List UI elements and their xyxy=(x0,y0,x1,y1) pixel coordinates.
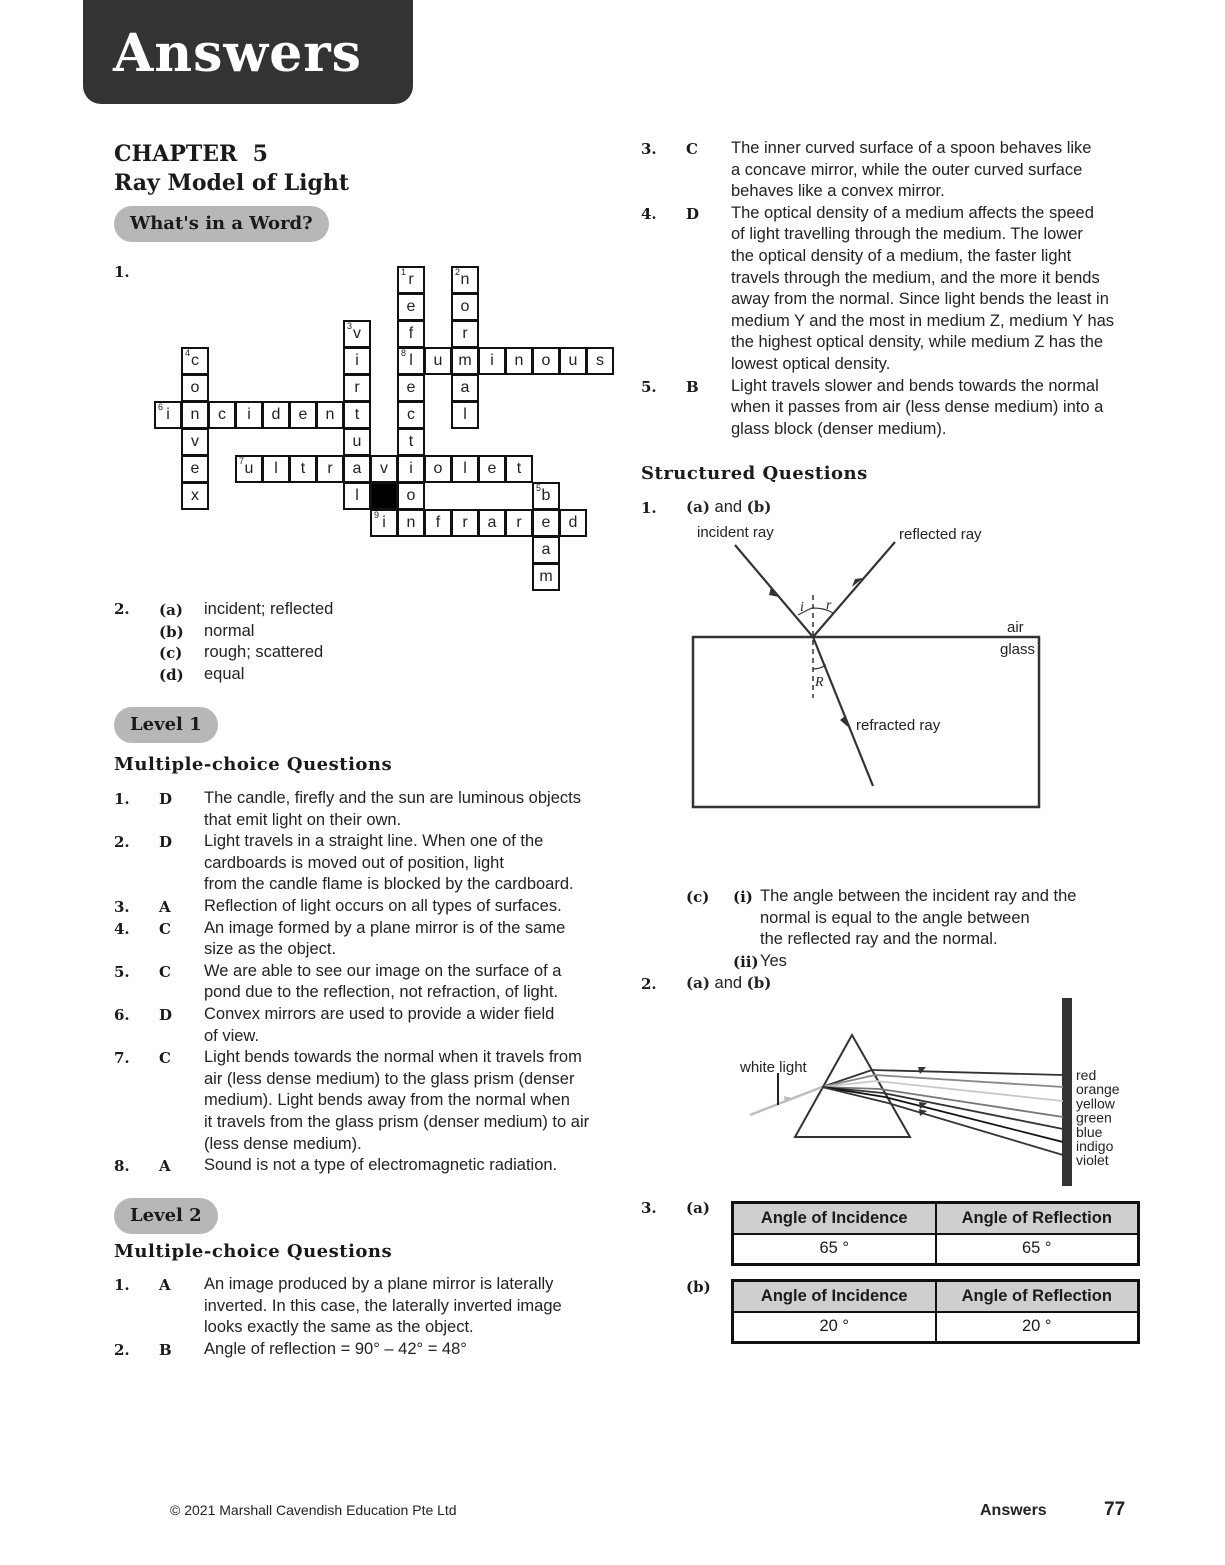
clue-number: 8 xyxy=(401,348,407,358)
crossword-cell xyxy=(235,455,263,483)
answer-text: incident; reflected xyxy=(204,600,334,618)
crossword-cell xyxy=(586,347,614,375)
question-number: 1. xyxy=(641,499,657,517)
cell-letter: d xyxy=(568,514,578,531)
explanation-line: Convex mirrors are used to provide a wider field xyxy=(204,1005,555,1023)
explanation-line: inverted. In this case, the laterally inverted image xyxy=(204,1296,562,1315)
answer-text: Yes xyxy=(760,952,787,970)
label-reflected-ray: reflected ray xyxy=(899,526,982,543)
cell-letter: e xyxy=(406,379,416,396)
explanation-line: it travels from the glass prism (denser medium) to air xyxy=(204,1113,590,1131)
question-number: 1. xyxy=(114,263,130,281)
cell-letter: e xyxy=(487,460,497,477)
crossword-cell xyxy=(154,401,182,429)
cell-letter: i xyxy=(166,406,170,423)
cell-letter: a xyxy=(460,379,470,396)
explanation-line: lowest optical density. xyxy=(731,355,891,373)
crossword-cell xyxy=(397,374,425,402)
explanation-line: the optical density of a medium, the faster light xyxy=(731,247,1072,265)
crossword-cell xyxy=(478,509,506,537)
question-number: 5. xyxy=(641,377,657,396)
section-pill-level-1: Level 1 xyxy=(114,707,218,743)
subheading-mcq-level-1: Multiple-choice Questions xyxy=(114,754,393,775)
crossword-cell xyxy=(532,482,560,510)
label-refracted-ray: refracted ray xyxy=(856,717,941,734)
answer-letter: B xyxy=(159,1340,172,1359)
cell-letter: n xyxy=(514,352,524,369)
subpart-label: (ii) xyxy=(733,953,759,971)
crossword-cell xyxy=(451,401,479,429)
crossword-cell xyxy=(397,428,425,456)
crossword-cell xyxy=(424,455,452,483)
crossword-cell xyxy=(208,401,236,429)
answer-letter: D xyxy=(159,833,173,852)
cell-letter: r xyxy=(408,271,414,288)
spectrum-label-indigo: indigo xyxy=(1076,1138,1114,1154)
cell-letter: e xyxy=(541,514,551,531)
answer-line: the reflected ray and the normal. xyxy=(760,930,998,948)
cell-letter: f xyxy=(408,325,414,342)
crossword-cell xyxy=(532,347,560,375)
crossword-cell xyxy=(451,347,479,375)
part-label: (b) xyxy=(686,1278,711,1296)
answer-letter: A xyxy=(159,1157,171,1176)
cell-letter: r xyxy=(516,514,522,531)
answer-text: rough; scattered xyxy=(204,643,324,662)
part-label: (a) xyxy=(686,1199,710,1217)
explanation-line: from the candle flame is blocked by the cardboard. xyxy=(204,875,574,894)
part-label: (c) xyxy=(159,644,183,663)
clue-number: 2 xyxy=(455,267,461,277)
cell-letter: n xyxy=(406,514,416,531)
label-incident-ray: incident ray xyxy=(697,524,774,541)
crossword-cell xyxy=(262,455,290,483)
question-number: 2. xyxy=(641,975,657,993)
crossword-cell xyxy=(397,482,425,510)
cell-letter: i xyxy=(247,406,251,423)
cell-letter: a xyxy=(487,514,497,531)
question-number: 2. xyxy=(114,1340,130,1359)
explanation-line: looks exactly the same as the object. xyxy=(204,1318,474,1337)
label-angle-r: r xyxy=(826,598,832,613)
answer-letter: D xyxy=(159,790,173,808)
angle-table-b xyxy=(731,1279,1140,1344)
explanation-line: pond due to the reflection, not refraction, of light. xyxy=(204,983,559,1002)
cell-letter: i xyxy=(355,352,359,369)
label-white-light: white light xyxy=(740,1059,807,1076)
crossword-cell xyxy=(397,401,425,429)
explanation-line: An image formed by a plane mirror is of the same xyxy=(204,918,566,937)
question-number: 4. xyxy=(641,204,657,223)
crossword-cell xyxy=(343,401,371,429)
spectrum-label-orange: orange xyxy=(1076,1081,1120,1098)
crossword-cell xyxy=(289,401,317,429)
cell-letter: v xyxy=(191,433,199,450)
crossword-cell xyxy=(397,320,425,348)
cell-letter: i xyxy=(382,514,386,531)
crossword-cell xyxy=(559,509,587,537)
answer-text: equal xyxy=(204,664,245,683)
explanation-line: when it passes from air (less dense medium) into a xyxy=(731,398,1104,417)
crossword-cell xyxy=(505,347,533,375)
question-number: 3. xyxy=(641,1199,657,1217)
explanation-line: An image produced by a plane mirror is laterally xyxy=(204,1275,554,1293)
cell-letter: x xyxy=(191,487,199,504)
chapter-heading xyxy=(114,140,349,198)
part-label: (c) xyxy=(686,888,710,906)
clue-number: 3 xyxy=(347,321,353,331)
cell-letter: n xyxy=(325,406,335,423)
answer-letter: D xyxy=(686,204,700,223)
explanation-line: that emit light on their own. xyxy=(204,810,402,829)
crossword-cell xyxy=(343,455,371,483)
cell-letter: i xyxy=(490,352,494,369)
cell-letter: m xyxy=(539,568,553,585)
explanation-line: size as the object. xyxy=(204,940,337,959)
spectrum-label-yellow: yellow xyxy=(1076,1095,1115,1112)
clue-number: 9 xyxy=(374,510,380,520)
clue-number: 4 xyxy=(185,348,191,358)
cell-letter: u xyxy=(352,433,362,450)
cell-letter: e xyxy=(406,298,416,315)
explanation-line: behaves like a convex mirror. xyxy=(731,182,945,201)
angle-table-a xyxy=(731,1201,1140,1266)
explanation-line: Angle of reflection = 90° – 42° = 48° xyxy=(204,1339,467,1358)
cell-letter: i xyxy=(409,460,413,477)
crossword-cell xyxy=(316,455,344,483)
explanation-line: We are able to see our image on the surface of a xyxy=(204,961,562,980)
crossword-cell xyxy=(478,347,506,375)
cell-letter: o xyxy=(541,352,551,369)
crossword-cell xyxy=(397,455,425,483)
crossword-cell xyxy=(370,509,398,537)
crossword-cell xyxy=(532,563,560,591)
answer-letter: D xyxy=(159,1006,173,1024)
explanation-line: (less dense medium). xyxy=(204,1134,362,1153)
reflection-refraction-diagram xyxy=(680,515,1050,815)
table-cell: 20 ° xyxy=(936,1312,1139,1343)
crossword-cell xyxy=(262,401,290,429)
crossword-cell xyxy=(289,455,317,483)
explanation-line: Reflection of light occurs on all types of surfaces. xyxy=(204,897,562,915)
crossword-cell xyxy=(343,320,371,348)
cell-letter: a xyxy=(352,460,362,477)
question-number: 1. xyxy=(114,1276,130,1294)
footer-section-name: Answers xyxy=(980,1502,1047,1519)
question-number: 3. xyxy=(641,140,657,158)
cell-letter: d xyxy=(271,406,281,423)
crossword-cell xyxy=(505,455,533,483)
crossword-cell xyxy=(181,455,209,483)
cell-letter: l xyxy=(463,406,467,423)
explanation-line: air (less dense medium) to the glass prism (denser xyxy=(204,1069,575,1088)
crossword-cell xyxy=(181,347,209,375)
cell-letter: l xyxy=(409,352,413,369)
question-number: 3. xyxy=(114,898,130,916)
crossword-cell xyxy=(451,455,479,483)
explanation-line: of view. xyxy=(204,1026,260,1045)
cell-letter: o xyxy=(406,487,416,504)
explanation-line: Light travels in a straight line. When one of the xyxy=(204,832,544,851)
answer-letter: A xyxy=(159,1276,171,1294)
crossword-cell xyxy=(343,428,371,456)
part-label: (b) xyxy=(159,622,184,641)
explanation-line: The optical density of a medium affects the speed xyxy=(731,203,1094,222)
chapter-label: CHAPTER 5 xyxy=(114,141,268,167)
clue-number: 1 xyxy=(401,267,407,277)
explanation-line: away from the normal. Since light bends the least in xyxy=(731,290,1109,309)
cell-letter: o xyxy=(433,460,443,477)
crossword-cell xyxy=(181,482,209,510)
part-label: (d) xyxy=(159,665,184,684)
crossword-cell xyxy=(343,347,371,375)
cell-letter: o xyxy=(460,298,470,315)
label-angle-R: R xyxy=(815,675,824,690)
crossword-cell xyxy=(397,293,425,321)
explanation-line: of light travelling through the medium. The lower xyxy=(731,225,1083,244)
cell-letter: l xyxy=(274,460,278,477)
cell-letter: f xyxy=(435,514,441,531)
crossword-cell xyxy=(181,428,209,456)
cell-letter: r xyxy=(327,460,333,477)
crossword-cell xyxy=(424,509,452,537)
cell-letter: c xyxy=(218,406,226,423)
clue-number: 5 xyxy=(536,483,542,493)
explanation-line: Light bends towards the normal when it travels from xyxy=(204,1048,582,1067)
table-header: Angle of Reflection xyxy=(936,1281,1139,1312)
crossword-cell xyxy=(316,401,344,429)
cell-letter: n xyxy=(460,271,470,288)
page-number: 77 xyxy=(1104,1499,1126,1520)
explanation-line: The inner curved surface of a spoon behaves like xyxy=(731,139,1092,157)
cell-letter: t xyxy=(300,460,306,477)
cell-letter: t xyxy=(354,406,360,423)
explanation-line: travels through the medium, and the more it bends xyxy=(731,268,1100,287)
cell-letter: c xyxy=(191,352,199,369)
crossword-grid xyxy=(154,266,613,590)
cell-letter: l xyxy=(355,487,359,504)
table-cell: 65 ° xyxy=(733,1234,936,1265)
question-number: 6. xyxy=(114,1006,130,1024)
crossword-cell xyxy=(532,536,560,564)
explanation-line: The candle, firefly and the sun are luminous objects xyxy=(204,789,581,807)
crossword-cell xyxy=(559,347,587,375)
crossword-cell xyxy=(451,293,479,321)
crossword-cell xyxy=(343,482,371,510)
crossword-cell xyxy=(451,509,479,537)
question-number: 2. xyxy=(114,833,130,852)
cell-letter: c xyxy=(407,406,415,423)
cell-letter: v xyxy=(380,460,388,477)
footer-copyright: © 2021 Marshall Cavendish Education Pte Ltd xyxy=(170,1502,457,1518)
page-title: Answers xyxy=(113,23,362,84)
label-glass: glass xyxy=(1000,641,1036,658)
cell-letter: u xyxy=(244,460,254,477)
cell-letter: r xyxy=(354,379,360,396)
answer-letter: B xyxy=(686,377,699,396)
crossword-cell xyxy=(532,509,560,537)
subpart-label: (i) xyxy=(733,888,753,906)
cell-letter: t xyxy=(408,433,414,450)
table-cell: 20 ° xyxy=(733,1312,936,1343)
question-number: 4. xyxy=(114,919,130,938)
spectrum-label-blue: blue xyxy=(1076,1123,1103,1140)
answer-letter: C xyxy=(159,919,171,938)
clue-number: 7 xyxy=(239,456,245,466)
explanation-line: a concave mirror, while the outer curved surface xyxy=(731,160,1083,179)
answer-line: The angle between the incident ray and the xyxy=(760,887,1077,905)
cell-letter: r xyxy=(462,514,468,531)
cell-letter: u xyxy=(433,352,443,369)
subheading-structured: Structured Questions xyxy=(641,463,868,484)
explanation-line: glass block (denser medium). xyxy=(731,419,947,438)
part-label: (a) and (b) xyxy=(686,498,772,516)
crossword-cell xyxy=(181,374,209,402)
crossword-cell xyxy=(397,347,425,375)
crossword-cell xyxy=(451,374,479,402)
crossword-cell xyxy=(397,509,425,537)
question-number: 7. xyxy=(114,1049,130,1068)
crossword-cell xyxy=(181,401,209,429)
explanation-line: the highest optical density, while medium Z has the xyxy=(731,333,1104,352)
crossword-cell xyxy=(397,266,425,294)
part-label: (a) and (b) xyxy=(686,974,772,992)
cell-letter: e xyxy=(190,460,200,477)
question-number: 2. xyxy=(114,600,130,618)
explanation-line: Light travels slower and bends towards the normal xyxy=(731,376,1099,395)
label-angle-i: i xyxy=(800,600,804,615)
crossword-black-cell xyxy=(370,482,398,510)
cell-letter: u xyxy=(568,352,578,369)
table-header: Angle of Reflection xyxy=(936,1203,1139,1234)
section-pill-level-2: Level 2 xyxy=(114,1198,218,1234)
chapter-title: Ray Model of Light xyxy=(114,170,350,196)
crossword-cell xyxy=(451,266,479,294)
section-pill-whats-in-a-word: What's in a Word? xyxy=(114,206,329,242)
question-number: 8. xyxy=(114,1157,130,1176)
crossword-cell xyxy=(235,401,263,429)
cell-letter: t xyxy=(516,460,522,477)
crossword-cell xyxy=(370,455,398,483)
prism-dispersion-diagram xyxy=(730,995,1140,1190)
explanation-line: medium Y and the most in medium Z, medium Y has xyxy=(731,311,1115,330)
answer-text: normal xyxy=(204,621,255,640)
cell-letter: b xyxy=(541,487,551,504)
spectrum-label-violet: violet xyxy=(1076,1152,1109,1169)
crossword-cell xyxy=(451,320,479,348)
question-number: 1. xyxy=(114,790,130,808)
cell-letter: s xyxy=(596,352,604,369)
cell-letter: v xyxy=(353,325,361,342)
crossword-cell xyxy=(478,455,506,483)
cell-letter: n xyxy=(190,406,200,423)
question-number: 5. xyxy=(114,962,130,981)
spectrum-label-green: green xyxy=(1076,1109,1112,1126)
crossword-cell xyxy=(505,509,533,537)
clue-number: 6 xyxy=(158,402,164,412)
answer-letter: A xyxy=(159,898,171,916)
cell-letter: o xyxy=(190,379,200,396)
page-header-tab xyxy=(83,0,413,104)
crossword-cell xyxy=(343,374,371,402)
explanation-line: Sound is not a type of electromagnetic radiation. xyxy=(204,1156,558,1175)
answer-letter: C xyxy=(686,140,698,158)
table-header: Angle of Incidence xyxy=(733,1281,936,1312)
cell-letter: r xyxy=(462,325,468,342)
cell-letter: l xyxy=(463,460,467,477)
answer-letter: C xyxy=(159,1049,171,1068)
part-label: (a) xyxy=(159,601,183,619)
table-cell: 65 ° xyxy=(936,1234,1139,1265)
cell-letter: e xyxy=(298,406,308,423)
label-air: air xyxy=(1007,619,1024,636)
explanation-line: medium). Light bends away from the normal when xyxy=(204,1091,570,1110)
answer-letter: C xyxy=(159,962,171,981)
subheading-mcq-level-2: Multiple-choice Questions xyxy=(114,1241,393,1262)
spectrum-label-red: red xyxy=(1076,1067,1097,1083)
crossword-cell xyxy=(424,347,452,375)
cell-letter: m xyxy=(458,352,472,369)
answer-line: normal is equal to the angle between xyxy=(760,908,1030,927)
explanation-line: cardboards is moved out of position, light xyxy=(204,853,504,872)
table-header: Angle of Incidence xyxy=(733,1203,936,1234)
cell-letter: a xyxy=(541,541,551,558)
